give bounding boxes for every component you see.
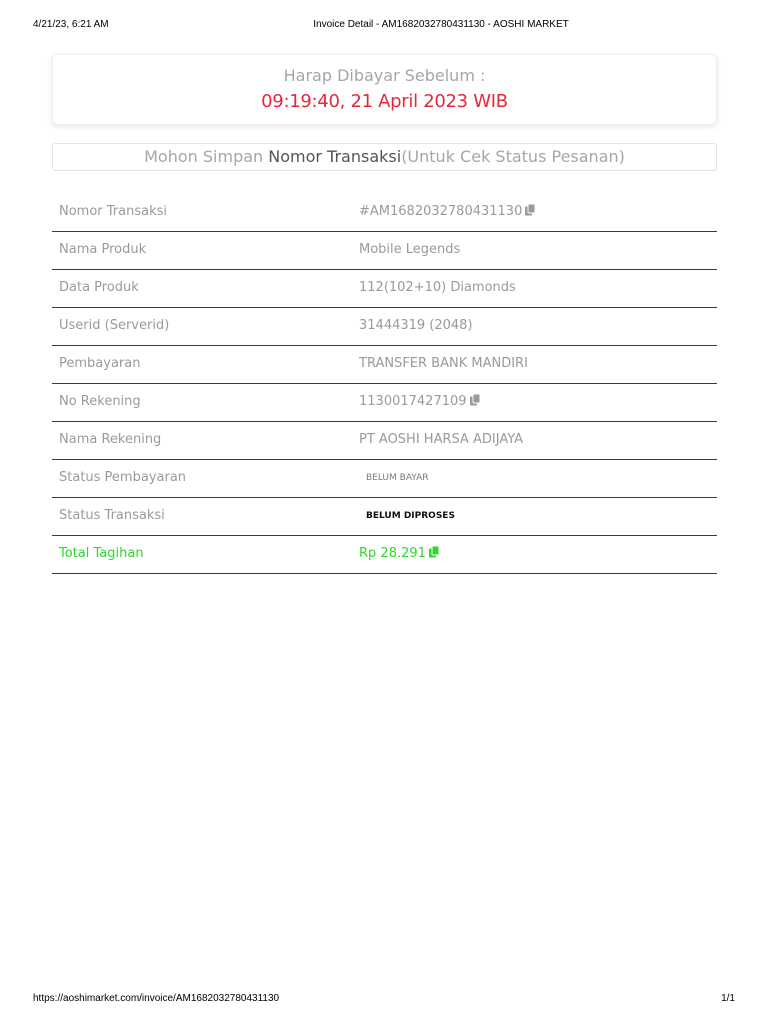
invoice-detail-table [52, 194, 717, 574]
transaction-status-badge: BELUM DIPROSES [366, 511, 455, 521]
row-transaction-status [52, 498, 717, 536]
row-transaction-number [52, 194, 717, 232]
row-account-name [52, 422, 717, 460]
row-label: Pembayaran [59, 356, 141, 371]
row-label: Userid (Serverid) [59, 318, 170, 333]
print-url: https://aoshimarket.com/invoice/AM1682032780431130 [33, 993, 280, 1004]
row-label: Total Tagihan [59, 546, 144, 561]
userid-value: 31444319 (2048) [359, 318, 473, 333]
copy-icon[interactable] [470, 394, 481, 406]
payment-deadline-card [52, 54, 717, 125]
product-name-value: Mobile Legends [359, 242, 461, 257]
account-name-value: PT AOSHI HARSA ADIJAYA [359, 432, 524, 447]
row-payment-method [52, 346, 717, 384]
row-label: Nomor Transaksi [59, 204, 168, 219]
total-bill-value: Rp 28.291 [359, 546, 440, 561]
copy-icon[interactable] [429, 546, 440, 558]
deadline-value: 09:19:40, 21 April 2023 WIB [261, 91, 508, 112]
row-label: No Rekening [59, 394, 141, 409]
print-datetime: 4/21/23, 6:21 AM [33, 19, 109, 30]
account-number-value: 1130017427109 [359, 394, 481, 409]
row-label: Nama Produk [59, 242, 147, 257]
copy-icon[interactable] [525, 204, 536, 216]
payment-method-value: TRANSFER BANK MANDIRI [359, 356, 528, 371]
row-label: Status Transaksi [59, 508, 165, 523]
row-userid [52, 308, 717, 346]
payment-status-badge: BELUM BAYAR [366, 473, 429, 483]
notice-prefix: Mohon Simpan [144, 147, 269, 166]
transaction-number-value: #AM1682032780431130 [359, 204, 536, 219]
notice-emphasis: Nomor Transaksi [268, 147, 402, 166]
row-payment-status [52, 460, 717, 498]
print-page-number: 1/1 [721, 993, 735, 1004]
product-data-value: 112(102+10) Diamonds [359, 280, 516, 295]
deadline-label: Harap Dibayar Sebelum : [283, 66, 486, 85]
row-label: Data Produk [59, 280, 139, 295]
save-transaction-notice [52, 143, 717, 171]
row-label: Status Pembayaran [59, 470, 187, 485]
notice-suffix: (Untuk Cek Status Pesanan) [401, 147, 625, 166]
row-label: Nama Rekening [59, 432, 162, 447]
row-product-data [52, 270, 717, 308]
print-footer [0, 993, 768, 1007]
row-total-bill [52, 536, 717, 574]
print-page-title: Invoice Detail - AM1682032780431130 - AOSHI MARKET [313, 19, 569, 30]
print-header [0, 19, 768, 33]
row-product-name [52, 232, 717, 270]
row-account-number [52, 384, 717, 422]
